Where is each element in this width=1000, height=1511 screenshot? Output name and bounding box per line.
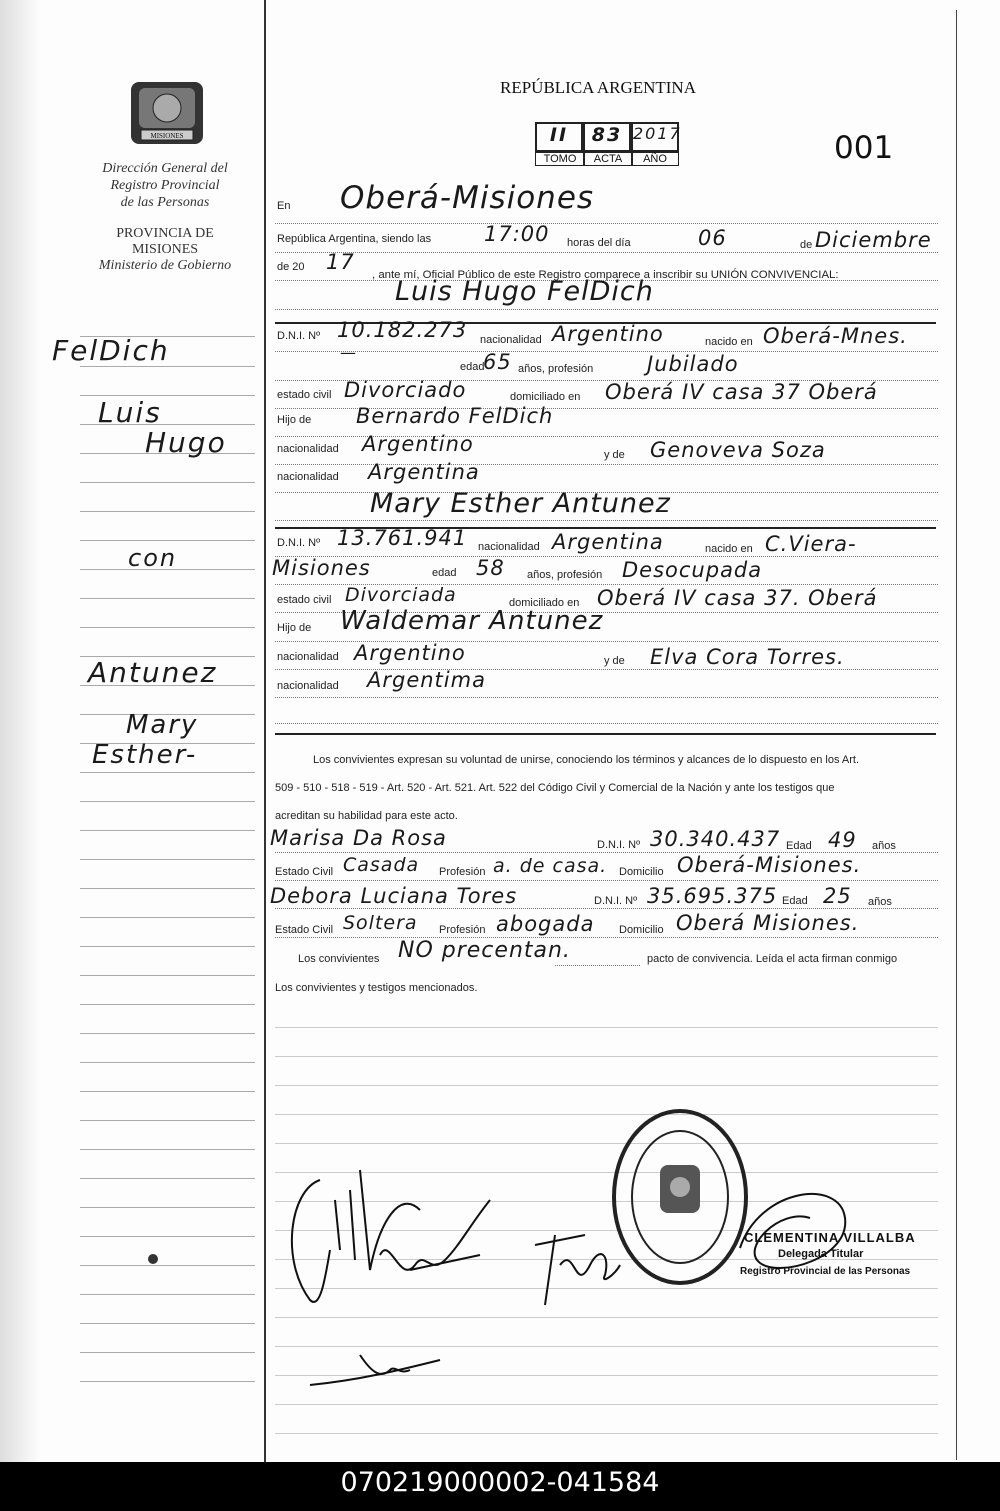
person1-domicilio: Oberá IV casa 37 Oberá (605, 380, 878, 404)
nacionalidad-label: nacionalidad (277, 471, 339, 483)
tomo-label: TOMO (535, 152, 585, 166)
official-name: CLEMENTINA VILLALBA (744, 1230, 916, 1245)
tomo-value: II (535, 122, 583, 152)
rule (275, 556, 938, 557)
rule (275, 309, 938, 310)
day-value: 06 (698, 226, 727, 250)
profesion-label: años, profesión (518, 363, 594, 375)
seal-caption: MISIONES (150, 132, 184, 140)
anio-value: 2017 (631, 122, 679, 152)
person1-estado: Divorciado (344, 378, 467, 402)
margin-rule (264, 0, 266, 1462)
person2-nacionalidad: Argentina (552, 530, 664, 554)
signature-4-icon (300, 1340, 450, 1400)
pacto-value: NO precentan. (398, 938, 571, 963)
section-rule (275, 733, 936, 735)
rule (275, 351, 938, 352)
person2-estado: Divorciada (345, 584, 457, 606)
yde-label: y de (604, 655, 625, 667)
rule (275, 723, 938, 724)
rule (275, 880, 938, 881)
person1-padre: Bernardo FelDich (356, 404, 554, 428)
margin-note-name: Hugo (145, 426, 227, 459)
nacionalidad-label: nacionalidad (277, 651, 339, 663)
intro-label: de 20 (277, 261, 305, 273)
witness2-name: Debora Luciana Tores (270, 884, 518, 908)
witness1-name: Marisa Da Rosa (270, 826, 447, 850)
estado-label: estado civil (277, 389, 332, 401)
person1-edad: 65 (483, 350, 512, 374)
province-block (80, 226, 250, 274)
agency-block (80, 160, 250, 211)
province-line: PROVINCIA DE (116, 226, 214, 241)
yde-label: y de (604, 449, 625, 461)
signature-2-icon (370, 1195, 500, 1295)
margin-note-surname: FelDich (52, 334, 170, 367)
person1-madre-nacionalidad: Argentina (368, 460, 480, 484)
profesion-label: años, profesión (527, 569, 603, 581)
person2-profesion: Desocupada (622, 558, 763, 582)
person2-nacido: C.Viera- (765, 532, 857, 556)
margin-note-surname2: Antunez (88, 656, 218, 689)
ink-spot (148, 1254, 158, 1264)
person2-padre-nacionalidad: Argentino (354, 641, 466, 665)
nacionalidad-label: nacionalidad (480, 334, 542, 346)
nacido-label: nacido en (705, 336, 753, 348)
place-value: Oberá-Misiones (340, 180, 595, 216)
month-value: Diciembre (815, 228, 932, 252)
declaration-line: 509 - 510 - 518 - 519 - Art. 520 - Art. 521. Art. 522 del Código Civil y Comercial de la Nación y ante los testigos que (275, 782, 835, 794)
record-number: 001 (834, 130, 894, 166)
hijo-label: Hijo de (277, 622, 312, 634)
domicilio-label: Domicilio (619, 866, 664, 878)
person2-madre: Elva Cora Torres. (650, 645, 845, 669)
person1-dni: 10.182.273 (337, 318, 468, 342)
person2-nacido-cont: Misiones (272, 556, 371, 580)
dni-label: D.N.I. Nº (277, 330, 321, 342)
province-line: MISIONES (131, 242, 199, 257)
estado-label: Estado Civil (275, 924, 334, 936)
person1-name: Luis Hugo FelDich (395, 276, 654, 307)
rule (555, 965, 640, 966)
rule (275, 252, 938, 253)
domicilio-label: domiciliado en (509, 597, 580, 609)
witness2-domicilio: Oberá Misiones. (676, 911, 860, 935)
person1-nacionalidad: Argentino (552, 322, 664, 346)
nacionalidad-label: nacionalidad (277, 680, 339, 692)
witness1-dni: 30.340.437 (650, 827, 781, 851)
witness2-estado: Soltera (343, 912, 418, 934)
right-border (956, 10, 957, 1460)
hijo-label: Hijo de (277, 414, 312, 426)
person2-edad: 58 (476, 556, 505, 580)
agency-line: Registro Provincial (110, 178, 220, 193)
witness1-domicilio: Oberá-Misiones. (677, 853, 862, 877)
rule (275, 937, 938, 938)
acta-label: ACTA (583, 152, 633, 166)
person2-domicilio: Oberá IV casa 37. Oberá (597, 586, 878, 610)
edad-label: Edad (786, 840, 812, 852)
ministry-line: Ministerio de Gobierno (98, 258, 232, 273)
anios-label: años (872, 840, 896, 852)
witness2-dni: 35.695.375 (647, 884, 778, 908)
intro-label: de (800, 239, 813, 251)
tomo-acta-anio-box (535, 122, 682, 168)
intro-label: horas del día (567, 237, 631, 249)
person1-profesion: Jubilado (647, 352, 739, 376)
nacido-label: nacido en (705, 543, 753, 555)
intro-label: República Argentina, siendo las (277, 233, 432, 245)
margin-note-name: Esther- (92, 740, 198, 770)
rule (275, 520, 938, 521)
provincial-seal-icon (125, 72, 209, 152)
estado-label: estado civil (277, 594, 332, 606)
dni-label: D.N.I. Nº (277, 537, 321, 549)
witness2-edad: 25 (823, 884, 852, 908)
domicilio-label: Domicilio (619, 924, 664, 936)
time-value: 17:00 (484, 222, 550, 246)
profesion-label: Profesión (439, 866, 486, 878)
person2-name: Mary Esther Antunez (370, 488, 671, 519)
person2-dni: 13.761.941 (337, 526, 468, 550)
declaration-line: Los convivientes expresan su voluntad de unirse, conociendo los términos y alcances de lo dispuesto en los Art. (313, 754, 860, 766)
country-title: REPÚBLICA ARGENTINA (500, 78, 696, 97)
en-label: En (277, 200, 291, 212)
margin-note-name: Mary (126, 710, 199, 740)
agency-line: de las Personas (120, 195, 210, 210)
intro-label: , ante mí, Oficial Público de este Registro comparece a inscribir su UNIÓN CONVIVENCIAL: (372, 269, 839, 281)
year-value: 17 (326, 250, 355, 274)
anios-label: años (868, 896, 892, 908)
document-barcode-number: 070219000002-041584 (0, 1462, 1000, 1511)
nacionalidad-label: nacionalidad (277, 443, 339, 455)
witness1-estado: Casada (343, 854, 420, 876)
page-edge-shadow (0, 0, 40, 1462)
pacto-label: pacto de convivencia. Leída el acta firman conmigo (647, 953, 898, 965)
witness2-profesion: abogada (496, 912, 595, 936)
official-org: Registro Provincial de las Personas (740, 1266, 911, 1277)
person2-padre: Waldemar Antunez (340, 606, 604, 636)
acta-value: 83 (583, 122, 631, 152)
declaration-line: acreditan su habilidad para este acto. (275, 810, 458, 822)
edad-label: edad (432, 567, 457, 579)
margin-note-con: con (128, 544, 178, 572)
rule (275, 697, 938, 698)
anio-label: AÑO (631, 152, 679, 166)
pacto-label: Los convivientes (298, 953, 380, 965)
domicilio-label: domiciliado en (510, 391, 581, 403)
edad-label: edad (460, 361, 485, 373)
person1-nacido: Oberá-Mnes. (763, 324, 908, 348)
dni-label: D.N.I. Nº (597, 839, 641, 851)
rule (275, 908, 938, 909)
witness1-profesion: a. de casa. (493, 855, 608, 877)
edad-label: Edad (782, 895, 808, 907)
witness1-edad: 49 (828, 828, 857, 852)
dash-mark: — (340, 343, 357, 362)
agency-line: Dirección General del (102, 161, 228, 176)
nacionalidad-label: nacionalidad (478, 541, 540, 553)
official-role: Delegada Titular (778, 1248, 864, 1260)
pacto-line: Los convivientes y testigos mencionados. (275, 982, 478, 994)
estado-label: Estado Civil (275, 866, 334, 878)
rule (275, 223, 938, 224)
dni-label: D.N.I. Nº (594, 895, 638, 907)
person2-madre-nacionalidad: Argentima (367, 668, 486, 692)
person1-madre: Genoveva Soza (650, 438, 826, 462)
person1-padre-nacionalidad: Argentino (362, 432, 474, 456)
margin-note-name: Luis (98, 396, 162, 429)
profesion-label: Profesión (439, 924, 486, 936)
